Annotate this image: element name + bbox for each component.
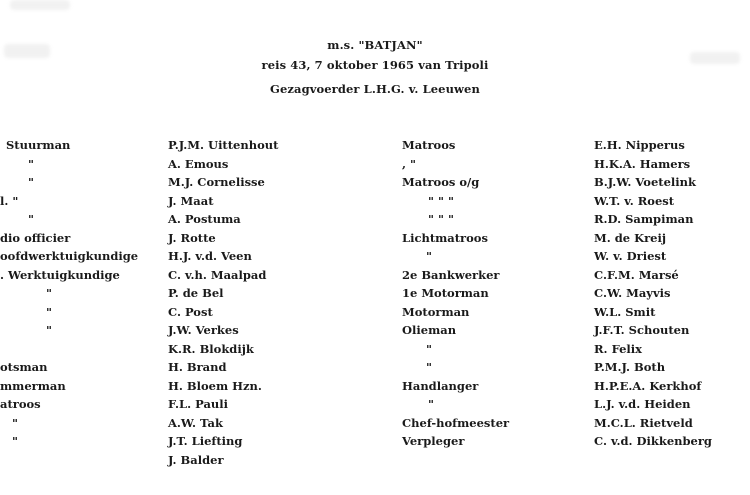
crew-name-column-right (594, 136, 712, 451)
crew-rank: 2e Bankwerker (402, 267, 500, 282)
crew-name: H.P.E.A. Kerkhof (594, 378, 702, 393)
crew-name: H. Brand (168, 360, 227, 374)
crew-name: J.T. Liefting (168, 434, 243, 448)
crew-name: C. Post (168, 304, 213, 319)
crew-name: H.J. v.d. Veen (168, 249, 252, 263)
crew-name: M.C.L. Rietveld (594, 415, 693, 430)
crew-rank: " (12, 415, 18, 430)
crew-name: P.J.M. Uittenhout (168, 138, 279, 152)
crew-rank: " (28, 175, 34, 189)
crew-rank: , " (402, 156, 416, 171)
crew-rank: " (46, 323, 52, 337)
crew-name: R. Felix (594, 341, 643, 356)
crew-rank: Matroos (402, 138, 456, 152)
vessel-title: m.s. "BATJAN" (327, 38, 423, 52)
crew-rank (0, 340, 138, 359)
crew-name: J. Maat (168, 193, 214, 208)
crew-rank: Stuurman (6, 138, 71, 152)
crew-rank: . Werktuigkundige (0, 267, 120, 282)
crew-rank: Verpleger (402, 434, 465, 448)
crew-name: R.D. Sampiman (594, 212, 694, 226)
crew-name: J.W. Verkes (168, 323, 239, 337)
crew-rank-column-left (0, 136, 138, 451)
crew-name: B.J.W. Voetelink (594, 175, 696, 189)
crew-name: W. v. Driest (594, 249, 667, 263)
crew-rank: " (428, 397, 434, 411)
crew-name: W.T. v. Roest (594, 193, 675, 208)
crew-rank: oofdwerktuigkundige (0, 249, 139, 263)
crew-rank: " (426, 249, 432, 263)
crew-rank: 1e Motorman (402, 286, 489, 300)
crew-name: P.M.J. Both (594, 360, 666, 374)
crew-rank: Chef-hofmeester (402, 415, 510, 430)
crew-name: C.F.M. Marsé (594, 267, 679, 282)
crew-rank: mmerman (0, 378, 66, 393)
crew-name: C.W. Mayvis (594, 286, 671, 300)
crew-name: E.H. Nipperus (594, 138, 685, 152)
crew-rank: " " " (428, 212, 454, 226)
crew-rank: " (12, 434, 18, 448)
crew-rank: Matroos o/g (402, 175, 480, 189)
crew-name: C. v.d. Dikkenberg (594, 434, 712, 448)
crew-rank: Handlanger (402, 378, 479, 393)
crew-rank: l. " (0, 193, 19, 208)
crew-rank: " (46, 286, 52, 300)
crew-name: A. Emous (168, 156, 229, 171)
crew-rank: " (28, 156, 34, 171)
captain-line: Gezagvoerder L.H.G. v. Leeuwen (270, 82, 480, 96)
crew-rank: " (46, 304, 52, 319)
crew-rank: Olieman (402, 323, 457, 337)
crew-name: F.L. Pauli (168, 397, 228, 411)
crew-rank: " (28, 212, 34, 226)
crew-name: P. de Bel (168, 286, 224, 300)
crew-name: J. Balder (168, 452, 224, 467)
crew-name: M.J. Cornelisse (168, 175, 265, 189)
crew-name: H. Bloem Hzn. (168, 378, 262, 393)
crew-name: A. Postuma (168, 212, 241, 226)
crew-rank: Motorman (402, 304, 470, 319)
crew-rank-column-right (402, 136, 509, 451)
crew-name: A.W. Tak (168, 415, 223, 430)
crew-name: C. v.h. Maalpad (168, 267, 267, 282)
crew-name: W.L. Smit (594, 304, 656, 319)
crew-rank: " (426, 360, 432, 374)
crew-rank: otsman (0, 360, 48, 374)
scan-smudge-top-left (10, 0, 70, 10)
voyage-line: reis 43, 7 oktober 1965 van Tripoli (261, 58, 489, 72)
crew-name: L.J. v.d. Heiden (594, 397, 691, 411)
crew-name: J. Rotte (168, 230, 216, 245)
crew-name-column-left (168, 136, 278, 469)
crew-name: K.R. Blokdijk (168, 341, 254, 356)
crew-rank: " (426, 341, 432, 356)
crew-name: M. de Kreij (594, 230, 666, 245)
crew-name: J.F.T. Schouten (594, 323, 690, 337)
crew-rank: " " " (428, 193, 454, 208)
crew-name: H.K.A. Hamers (594, 156, 691, 171)
crew-rank: Lichtmatroos (402, 230, 488, 245)
crew-rank: atroos (0, 397, 41, 411)
crew-rank: dio officier (0, 230, 71, 245)
